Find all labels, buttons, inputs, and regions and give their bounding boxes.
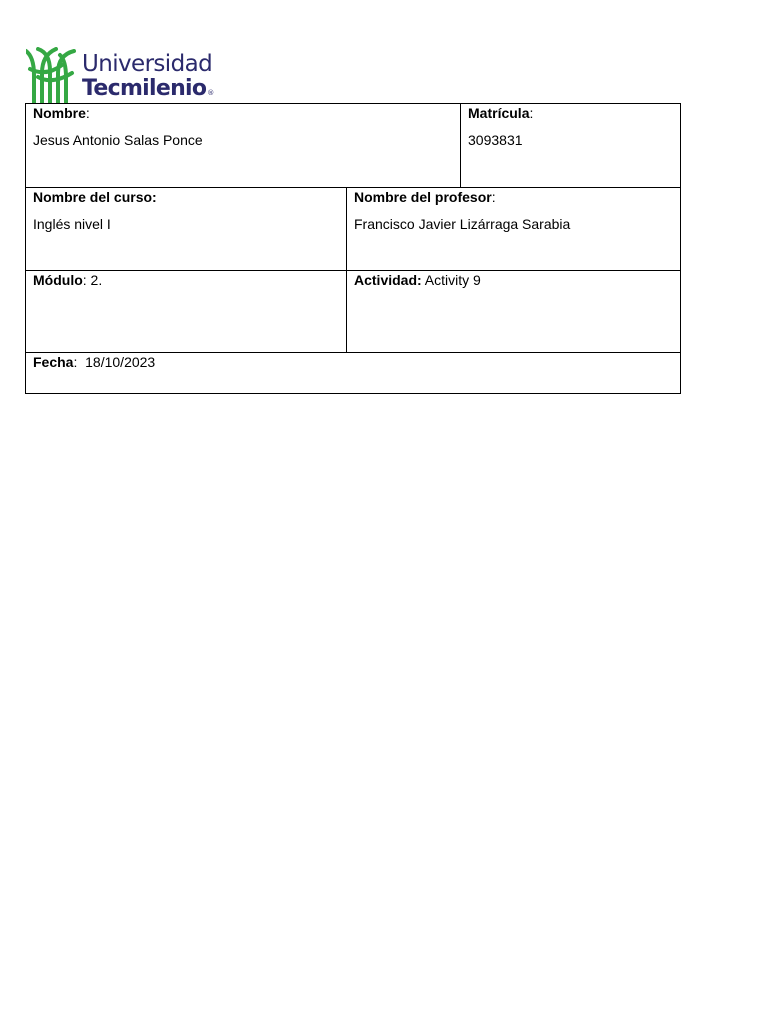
matricula-label-line: Matrícula: [468, 105, 534, 121]
nombre-label-line: Nombre: [33, 105, 90, 121]
registered-mark: ® [207, 89, 214, 97]
matricula-value: 3093831 [468, 132, 523, 148]
fecha-value: 18/10/2023 [77, 354, 156, 370]
modulo-label: Módulo [33, 272, 83, 288]
nombre-value: Jesus Antonio Salas Ponce [33, 132, 203, 148]
modulo-line: Módulo: 2. [33, 272, 103, 288]
actividad-line [354, 272, 673, 288]
curso-label: Nombre del curso: [33, 189, 157, 205]
profesor-label: Nombre del profesor [354, 189, 492, 205]
fecha-label: Fecha [33, 354, 74, 370]
tecmilenio-leaf-icon [26, 47, 76, 103]
logo-text-universidad: Universidad [82, 51, 213, 77]
fecha-line: Fecha: 18/10/2023 [33, 354, 156, 370]
matricula-cell [461, 104, 681, 188]
nombre-cell [26, 104, 461, 188]
fecha-cell [26, 353, 681, 394]
modulo-value: 2. [86, 272, 103, 288]
table-row [26, 271, 681, 353]
table-row [26, 104, 681, 188]
table-row [26, 188, 681, 271]
actividad-cell [347, 271, 681, 353]
nombre-label: Nombre [33, 105, 86, 121]
profesor-cell [347, 188, 681, 271]
modulo-cell [26, 271, 347, 353]
profesor-value: Francisco Javier Lizárraga Sarabia [354, 216, 571, 232]
matricula-label: Matrícula [468, 105, 530, 121]
actividad-value: Activity 9 [421, 272, 481, 288]
actividad-label: Actividad: [354, 272, 422, 288]
table-row [26, 353, 681, 394]
logo-brand-name: Tecmilenio [82, 76, 207, 101]
logo-text-tecmilenio [82, 76, 214, 101]
curso-value: Inglés nivel I [33, 216, 111, 232]
curso-cell [26, 188, 347, 271]
university-logo [26, 45, 226, 103]
profesor-label-line: Nombre del profesor: [354, 189, 496, 205]
student-info-table [25, 103, 681, 394]
